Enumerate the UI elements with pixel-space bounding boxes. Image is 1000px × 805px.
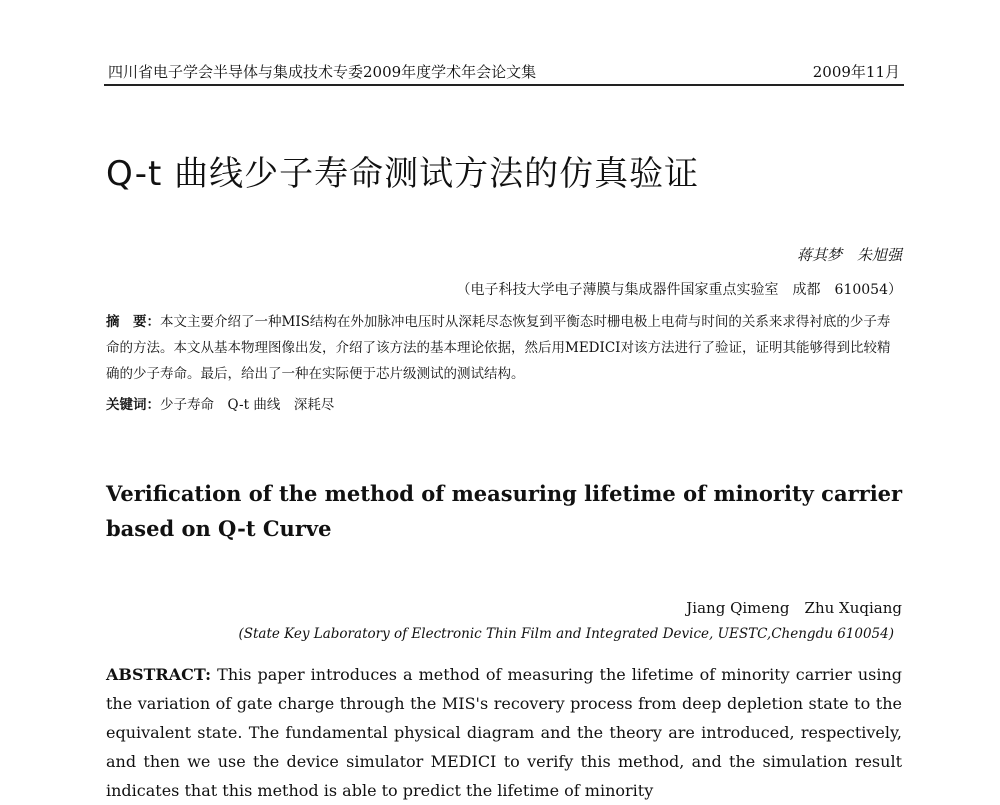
abstract-cn-text: 本文主要介绍了一种MIS结构在外加脉冲电压时从深耗尽态恢复到平衡态时栅电极上电荷与时间的关系来求得衬底的少子寿命的方法。本文从基本物理图像出发，介绍了该方法的基本理论依据，然后用MEDICI对该方法进行了验证，证明其能够得到比较精确的少子寿命。最后，给出了一种在实际便于芯片级测试的测试结构。 [106,314,891,382]
paper-title-cn: Q-t 曲线少子寿命测试方法的仿真验证 [106,154,700,194]
keywords-cn [106,393,334,413]
running-header [104,58,904,86]
abstract-en [106,660,902,805]
abstract-en-text: This paper introduces a method of measuring the lifetime of minority carrier using the variation of gate charge through the MIS's recovery process from deep depletion state to the equivalent state. The fundamental physical diagram and the theory are introduced, respectively, and then we use the device simulator MEDICI to verify this method, and the simulation result indicates that this method is able to predict the lifetime of minority [106,665,902,800]
abstract-cn-label: 摘 要： [106,314,160,330]
authors-cn: 蒋其梦 朱旭强 [796,246,902,264]
authors-en: Jiang Qimeng Zhu Xuqiang [686,599,902,617]
paper-title-en: Verification of the method of measuring lifetime of minority carrier based on Q-t Curve [106,481,903,541]
abstract-en-label: ABSTRACT: [106,665,212,684]
keywords-cn-label: 关键词： [106,397,160,413]
keywords-cn-text: 少子寿命 Q-t 曲线 深耗尽 [160,397,335,413]
affiliation-cn: （电子科技大学电子薄膜与集成器件国家重点实验室 成都 610054） [456,282,902,298]
issue-date: 2009年11月 [812,63,900,81]
affiliation-en: (State Key Laboratory of Electronic Thin Film and Integrated Device, UESTC,Chengdu 610054) [238,626,894,642]
journal-title: 四川省电子学会半导体与集成技术专委2009年度学术年会论文集 [108,63,537,81]
abstract-cn [106,309,902,387]
